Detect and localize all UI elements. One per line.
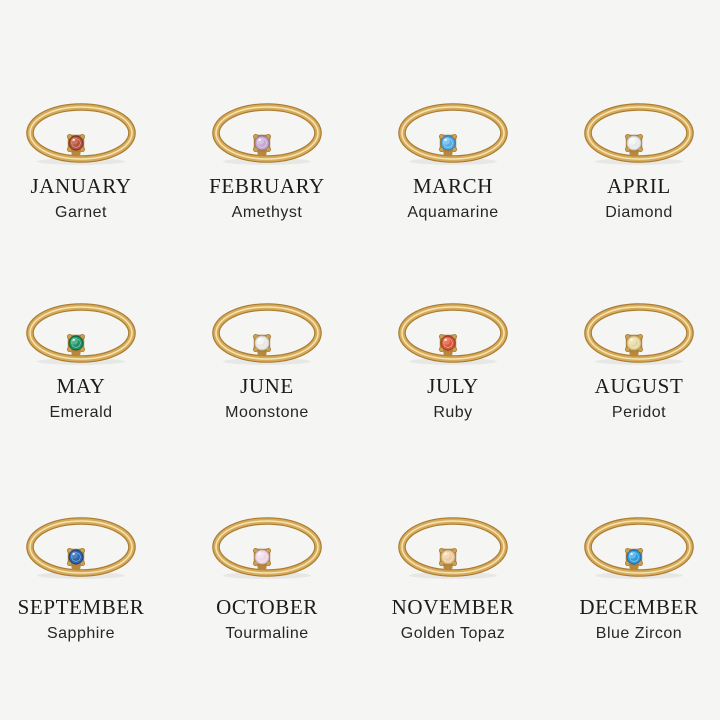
gold-ring-icon — [25, 103, 137, 167]
gold-ring-icon — [583, 517, 695, 581]
gem-glow — [71, 552, 78, 559]
gold-ring-icon — [25, 517, 137, 581]
gold-ring-icon — [583, 303, 695, 367]
ring-image — [25, 71, 137, 167]
gem-glow — [443, 338, 450, 345]
gem-sparkle — [259, 139, 261, 141]
ring-image — [583, 71, 695, 167]
gem-glow — [257, 338, 264, 345]
gem-glow — [443, 552, 450, 559]
month-label: OCTOBER — [216, 595, 318, 619]
month-label: APRIL — [607, 174, 671, 198]
gem-setting — [253, 134, 270, 156]
gem-setting — [67, 548, 84, 570]
birthstone-card — [360, 71, 546, 271]
stone-label: Blue Zircon — [595, 625, 683, 642]
birthstone-card — [546, 271, 720, 471]
ring-image — [25, 485, 137, 581]
stone-label: Diamond — [605, 204, 673, 221]
gem-setting — [625, 548, 642, 570]
birthstone-card — [174, 271, 360, 471]
gem-setting — [253, 548, 270, 570]
birthstone-card — [0, 71, 174, 271]
gem-glow — [257, 552, 264, 559]
month-label: MARCH — [412, 174, 494, 198]
month-label: JANUARY — [30, 174, 132, 198]
stone-label: Sapphire — [46, 625, 116, 642]
ring-image — [583, 271, 695, 367]
birthstone-card — [360, 271, 546, 471]
month-label: SEPTEMBER — [17, 595, 145, 619]
gem-glow — [71, 138, 78, 145]
birthstone-card — [0, 271, 174, 471]
gem-sparkle — [445, 553, 447, 555]
gem-glow — [629, 552, 636, 559]
ring-image — [211, 271, 323, 367]
birthstone-card — [546, 471, 720, 645]
birthstone-card — [546, 71, 720, 271]
gem-glow — [629, 138, 636, 145]
gem-sparkle — [445, 139, 447, 141]
gem-setting — [439, 134, 456, 156]
gem-setting — [439, 334, 456, 356]
gem-sparkle — [73, 553, 75, 555]
gold-ring-icon — [211, 517, 323, 581]
gem-glow — [629, 338, 636, 345]
stone-label: Garnet — [55, 204, 107, 221]
month-label: NOVEMBER — [391, 595, 515, 619]
ring-image — [397, 271, 509, 367]
birthstone-card — [0, 471, 174, 645]
stone-label: Aquamarine — [407, 204, 499, 221]
birthstone-card — [360, 471, 546, 645]
ring-image — [211, 71, 323, 167]
month-label: DECEMBER — [579, 595, 699, 619]
gem-setting — [253, 334, 270, 356]
birthstone-card — [174, 71, 360, 271]
ring-image — [25, 271, 137, 367]
month-label: FEBRUARY — [209, 174, 325, 198]
gem-setting — [67, 134, 84, 156]
month-label: JUNE — [240, 374, 294, 398]
gold-ring-icon — [211, 103, 323, 167]
gem-glow — [443, 138, 450, 145]
gem-sparkle — [631, 339, 633, 341]
gold-ring-icon — [583, 103, 695, 167]
stone-label: Ruby — [433, 404, 473, 421]
gem-setting — [67, 334, 84, 356]
ring-image — [397, 71, 509, 167]
ring-image — [583, 485, 695, 581]
stone-label: Moonstone — [225, 404, 309, 421]
gem-sparkle — [73, 139, 75, 141]
gem-glow — [257, 138, 264, 145]
stone-label: Tourmaline — [225, 625, 309, 642]
gem-setting — [625, 334, 642, 356]
gold-ring-icon — [397, 303, 509, 367]
gem-setting — [625, 134, 642, 156]
gem-sparkle — [631, 139, 633, 141]
stone-label: Golden Topaz — [400, 625, 506, 642]
gold-ring-icon — [397, 103, 509, 167]
stone-label: Emerald — [49, 404, 113, 421]
month-label: MAY — [56, 374, 106, 398]
gem-sparkle — [73, 339, 75, 341]
gold-ring-icon — [211, 303, 323, 367]
ring-image — [211, 485, 323, 581]
gem-setting — [439, 548, 456, 570]
gem-sparkle — [259, 553, 261, 555]
stone-label: Amethyst — [231, 204, 303, 221]
gem-sparkle — [445, 339, 447, 341]
ring-image — [397, 485, 509, 581]
birthstone-card — [174, 471, 360, 645]
month-label: AUGUST — [594, 374, 684, 398]
gem-sparkle — [631, 553, 633, 555]
gold-ring-icon — [397, 517, 509, 581]
gem-sparkle — [259, 339, 261, 341]
stone-label: Peridot — [611, 404, 667, 421]
gold-ring-icon — [25, 303, 137, 367]
gem-glow — [71, 338, 78, 345]
month-label: JULY — [427, 374, 479, 398]
